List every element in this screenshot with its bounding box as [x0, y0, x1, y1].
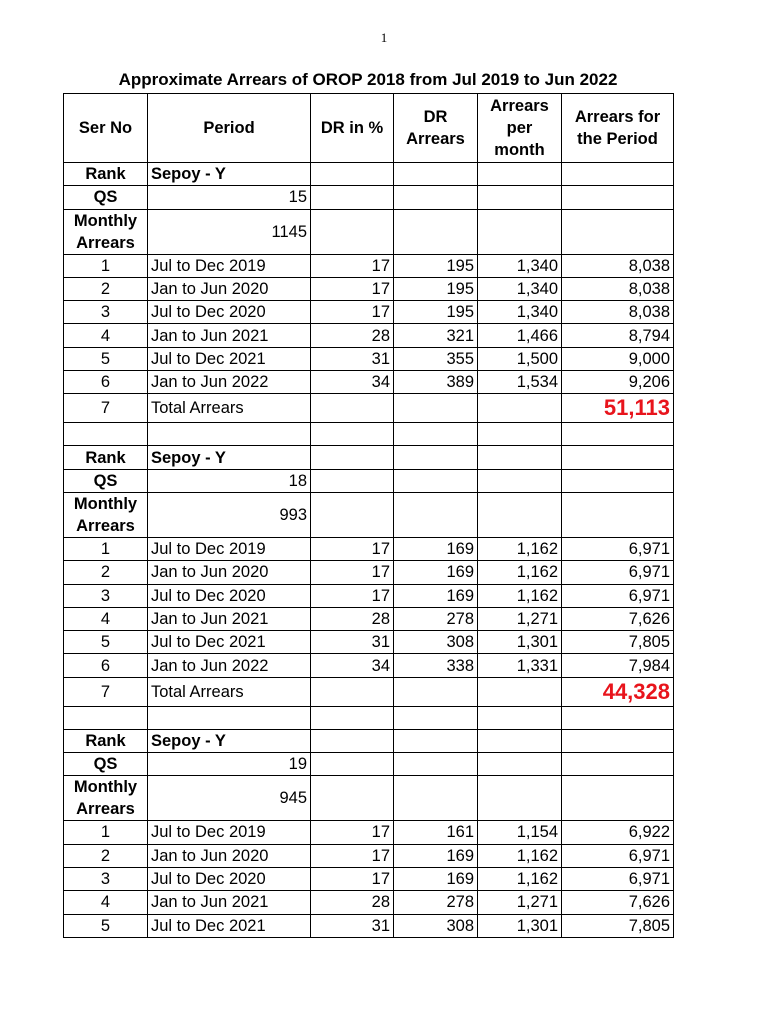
empty-cell: [311, 186, 394, 209]
empty-cell: [478, 677, 562, 706]
qs-value: 19: [148, 753, 311, 776]
arrears-per-month-cell: 1,500: [478, 347, 562, 370]
arrears-for-period-cell: 6,971: [562, 867, 674, 890]
dr-percent-cell: 34: [311, 371, 394, 394]
ser-no-cell: 5: [64, 347, 148, 370]
period-cell: Jul to Dec 2019: [148, 254, 311, 277]
dr-arrears-cell: 338: [394, 654, 478, 677]
empty-cell: [394, 677, 478, 706]
empty-cell: [478, 492, 562, 537]
ser-no-cell: 4: [64, 891, 148, 914]
empty-cell: [394, 394, 478, 423]
rank-value: Sepoy - Y: [148, 163, 311, 186]
empty-cell: [478, 163, 562, 186]
total-row: [64, 394, 674, 423]
dr-percent-cell: 31: [311, 631, 394, 654]
rank-label: Rank: [64, 163, 148, 186]
dr-percent-cell: 17: [311, 867, 394, 890]
period-cell: Jul to Dec 2019: [148, 821, 311, 844]
period-cell: Jul to Dec 2020: [148, 584, 311, 607]
empty-cell: [394, 186, 478, 209]
arrears-per-month-cell: 1,340: [478, 301, 562, 324]
empty-cell: [478, 469, 562, 492]
dr-arrears-cell: 169: [394, 537, 478, 560]
empty-cell: [311, 776, 394, 821]
period-cell: Jan to Jun 2021: [148, 607, 311, 630]
arrears-for-period-cell: 8,038: [562, 254, 674, 277]
period-cell: Jan to Jun 2021: [148, 324, 311, 347]
dr-percent-cell: 34: [311, 654, 394, 677]
empty-cell: [562, 163, 674, 186]
dr-percent-cell: 28: [311, 891, 394, 914]
qs-row: [64, 469, 674, 492]
empty-cell: [311, 677, 394, 706]
empty-cell: [478, 186, 562, 209]
table-row: [64, 537, 674, 560]
period-cell: Jul to Dec 2021: [148, 347, 311, 370]
total-row: [64, 677, 674, 706]
header-arrears-for-period: Arrears for the Period: [562, 94, 674, 163]
arrears-for-period-cell: 6,971: [562, 537, 674, 560]
arrears-per-month-cell: 1,301: [478, 631, 562, 654]
header-row: [64, 94, 674, 163]
empty-cell: [562, 729, 674, 752]
table-row: [64, 607, 674, 630]
qs-row: [64, 753, 674, 776]
dr-arrears-cell: 161: [394, 821, 478, 844]
ser-no-cell: 4: [64, 607, 148, 630]
empty-cell: [311, 706, 394, 729]
arrears-for-period-cell: 6,922: [562, 821, 674, 844]
arrears-for-period-cell: 7,626: [562, 891, 674, 914]
ser-no-cell: 2: [64, 277, 148, 300]
monthly-arrears-value: 945: [148, 776, 311, 821]
header-dr-arrears: DR Arrears: [394, 94, 478, 163]
ser-no-cell: 3: [64, 867, 148, 890]
empty-cell: [562, 469, 674, 492]
empty-cell: [148, 423, 311, 446]
period-cell: Jan to Jun 2022: [148, 371, 311, 394]
empty-cell: [311, 729, 394, 752]
period-cell: Jan to Jun 2020: [148, 277, 311, 300]
table-row: [64, 891, 674, 914]
empty-cell: [562, 753, 674, 776]
dr-percent-cell: 17: [311, 537, 394, 560]
table-row: [64, 821, 674, 844]
empty-cell: [311, 209, 394, 254]
rank-value: Sepoy - Y: [148, 729, 311, 752]
total-ser-no: 7: [64, 394, 148, 423]
empty-cell: [394, 753, 478, 776]
rank-row: [64, 729, 674, 752]
empty-cell: [562, 492, 674, 537]
arrears-per-month-cell: 1,162: [478, 584, 562, 607]
dr-arrears-cell: 308: [394, 914, 478, 937]
monthly-arrears-value: 1145: [148, 209, 311, 254]
empty-cell: [394, 492, 478, 537]
dr-percent-cell: 28: [311, 607, 394, 630]
total-arrears-label: Total Arrears: [148, 394, 311, 423]
period-cell: Jan to Jun 2021: [148, 891, 311, 914]
arrears-for-period-cell: 6,971: [562, 584, 674, 607]
table-row: [64, 631, 674, 654]
monthly-arrears-value: 993: [148, 492, 311, 537]
monthly-arrears-row: [64, 776, 674, 821]
dr-arrears-cell: 169: [394, 844, 478, 867]
empty-cell: [394, 446, 478, 469]
dr-percent-cell: 17: [311, 561, 394, 584]
empty-cell: [394, 209, 478, 254]
empty-cell: [311, 469, 394, 492]
dr-arrears-cell: 278: [394, 607, 478, 630]
monthly-arrears-row: [64, 492, 674, 537]
empty-cell: [394, 776, 478, 821]
ser-no-cell: 3: [64, 584, 148, 607]
empty-cell: [394, 423, 478, 446]
total-arrears-value: 51,113: [562, 394, 674, 423]
arrears-per-month-cell: 1,340: [478, 277, 562, 300]
dr-arrears-cell: 355: [394, 347, 478, 370]
arrears-per-month-cell: 1,271: [478, 607, 562, 630]
ser-no-cell: 2: [64, 844, 148, 867]
arrears-for-period-cell: 7,805: [562, 631, 674, 654]
dr-percent-cell: 17: [311, 301, 394, 324]
period-cell: Jan to Jun 2022: [148, 654, 311, 677]
empty-cell: [478, 446, 562, 469]
arrears-per-month-cell: 1,271: [478, 891, 562, 914]
ser-no-cell: 1: [64, 821, 148, 844]
empty-cell: [64, 706, 148, 729]
arrears-for-period-cell: 8,794: [562, 324, 674, 347]
qs-value: 15: [148, 186, 311, 209]
arrears-table: [63, 93, 674, 938]
arrears-per-month-cell: 1,301: [478, 914, 562, 937]
qs-label: QS: [64, 186, 148, 209]
header-ser-no: Ser No: [64, 94, 148, 163]
arrears-per-month-cell: 1,162: [478, 561, 562, 584]
empty-cell: [562, 209, 674, 254]
period-cell: Jul to Dec 2020: [148, 867, 311, 890]
document-title: Approximate Arrears of OROP 2018 from Jul 2019 to Jun 2022: [118, 70, 618, 89]
arrears-for-period-cell: 7,805: [562, 914, 674, 937]
empty-cell: [478, 706, 562, 729]
dr-percent-cell: 17: [311, 584, 394, 607]
arrears-for-period-cell: 8,038: [562, 301, 674, 324]
ser-no-cell: 6: [64, 654, 148, 677]
table-row: [64, 324, 674, 347]
empty-cell: [394, 469, 478, 492]
header-arrears-per-month: Arrears per month: [478, 94, 562, 163]
dr-arrears-cell: 321: [394, 324, 478, 347]
empty-cell: [311, 492, 394, 537]
qs-value: 18: [148, 469, 311, 492]
header-period: Period: [148, 94, 311, 163]
empty-cell: [478, 209, 562, 254]
page-number: 1: [380, 30, 388, 45]
ser-no-cell: 3: [64, 301, 148, 324]
spacer-row: [64, 423, 674, 446]
empty-cell: [562, 446, 674, 469]
empty-cell: [148, 706, 311, 729]
empty-cell: [478, 776, 562, 821]
dr-percent-cell: 17: [311, 254, 394, 277]
period-cell: Jan to Jun 2020: [148, 561, 311, 584]
ser-no-cell: 4: [64, 324, 148, 347]
empty-cell: [394, 729, 478, 752]
period-cell: Jul to Dec 2019: [148, 537, 311, 560]
arrears-per-month-cell: 1,162: [478, 844, 562, 867]
table-row: [64, 254, 674, 277]
arrears-for-period-cell: 6,971: [562, 561, 674, 584]
arrears-per-month-cell: 1,340: [478, 254, 562, 277]
arrears-per-month-cell: 1,154: [478, 821, 562, 844]
arrears-for-period-cell: 7,626: [562, 607, 674, 630]
ser-no-cell: 6: [64, 371, 148, 394]
rank-label: Rank: [64, 729, 148, 752]
empty-cell: [478, 729, 562, 752]
total-arrears-label: Total Arrears: [148, 677, 311, 706]
dr-percent-cell: 17: [311, 277, 394, 300]
empty-cell: [562, 706, 674, 729]
arrears-per-month-cell: 1,534: [478, 371, 562, 394]
dr-arrears-cell: 308: [394, 631, 478, 654]
empty-cell: [311, 423, 394, 446]
dr-arrears-cell: 169: [394, 584, 478, 607]
empty-cell: [478, 394, 562, 423]
empty-cell: [311, 753, 394, 776]
ser-no-cell: 2: [64, 561, 148, 584]
table-row: [64, 561, 674, 584]
dr-arrears-cell: 195: [394, 277, 478, 300]
rank-value: Sepoy - Y: [148, 446, 311, 469]
header-dr-percent: DR in %: [311, 94, 394, 163]
empty-cell: [562, 186, 674, 209]
arrears-for-period-cell: 9,000: [562, 347, 674, 370]
total-ser-no: 7: [64, 677, 148, 706]
spacer-row: [64, 706, 674, 729]
ser-no-cell: 5: [64, 914, 148, 937]
dr-arrears-cell: 278: [394, 891, 478, 914]
ser-no-cell: 1: [64, 537, 148, 560]
arrears-for-period-cell: 6,971: [562, 844, 674, 867]
empty-cell: [64, 423, 148, 446]
table-row: [64, 371, 674, 394]
table-row: [64, 867, 674, 890]
dr-arrears-cell: 389: [394, 371, 478, 394]
empty-cell: [562, 776, 674, 821]
arrears-per-month-cell: 1,162: [478, 867, 562, 890]
empty-cell: [478, 753, 562, 776]
rank-row: [64, 446, 674, 469]
empty-cell: [478, 423, 562, 446]
period-cell: Jan to Jun 2020: [148, 844, 311, 867]
table-row: [64, 654, 674, 677]
monthly-arrears-label: Monthly Arrears: [64, 776, 148, 821]
dr-arrears-cell: 195: [394, 254, 478, 277]
arrears-for-period-cell: 9,206: [562, 371, 674, 394]
dr-percent-cell: 31: [311, 347, 394, 370]
dr-percent-cell: 28: [311, 324, 394, 347]
empty-cell: [394, 163, 478, 186]
arrears-for-period-cell: 7,984: [562, 654, 674, 677]
rank-label: Rank: [64, 446, 148, 469]
table-row: [64, 844, 674, 867]
monthly-arrears-label: Monthly Arrears: [64, 492, 148, 537]
table-row: [64, 277, 674, 300]
empty-cell: [311, 163, 394, 186]
ser-no-cell: 1: [64, 254, 148, 277]
dr-percent-cell: 31: [311, 914, 394, 937]
qs-label: QS: [64, 753, 148, 776]
qs-row: [64, 186, 674, 209]
monthly-arrears-row: [64, 209, 674, 254]
arrears-per-month-cell: 1,331: [478, 654, 562, 677]
dr-arrears-cell: 169: [394, 867, 478, 890]
period-cell: Jul to Dec 2020: [148, 301, 311, 324]
dr-percent-cell: 17: [311, 844, 394, 867]
empty-cell: [394, 706, 478, 729]
table-row: [64, 914, 674, 937]
empty-cell: [562, 423, 674, 446]
total-arrears-value: 44,328: [562, 677, 674, 706]
table-row: [64, 584, 674, 607]
qs-label: QS: [64, 469, 148, 492]
monthly-arrears-label: Monthly Arrears: [64, 209, 148, 254]
period-cell: Jul to Dec 2021: [148, 914, 311, 937]
dr-arrears-cell: 195: [394, 301, 478, 324]
empty-cell: [311, 394, 394, 423]
period-cell: Jul to Dec 2021: [148, 631, 311, 654]
ser-no-cell: 5: [64, 631, 148, 654]
table-row: [64, 301, 674, 324]
empty-cell: [311, 446, 394, 469]
arrears-per-month-cell: 1,162: [478, 537, 562, 560]
rank-row: [64, 163, 674, 186]
arrears-per-month-cell: 1,466: [478, 324, 562, 347]
table-row: [64, 347, 674, 370]
arrears-for-period-cell: 8,038: [562, 277, 674, 300]
dr-percent-cell: 17: [311, 821, 394, 844]
dr-arrears-cell: 169: [394, 561, 478, 584]
